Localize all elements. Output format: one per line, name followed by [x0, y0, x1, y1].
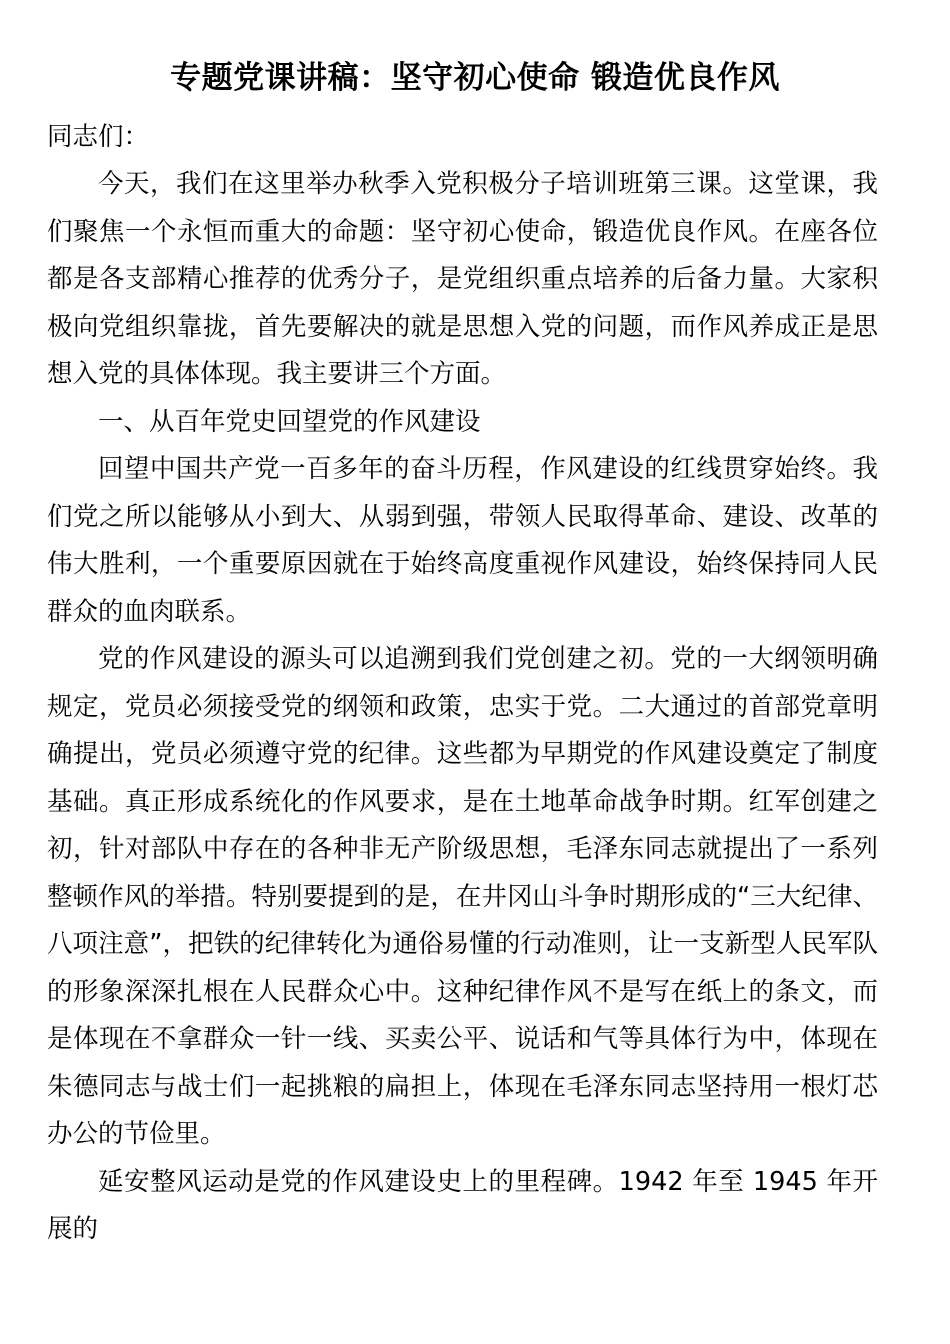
paragraph-intro: 今天，我们在这里举办秋季入党积极分子培训班第三课。这堂课，我们聚焦一个永恒而重大的命题：坚守初心使命，锻造优良作风。在座各位都是各支部精心推荐的优秀分子，是党组织重点培养的后备力量。大家积极向党组织靠拢，首先要解决的就是思想入党的问题，而作风养成正是思想入党的具体体现。我主要讲三个方面。 [47, 169, 878, 390]
page-title: 专题党课讲稿：坚守初心使命 锻造优良作风 [170, 60, 780, 96]
paragraph-section-1-1: 回望中国共产党一百多年的奋斗历程，作风建设的红线贯穿始终。我们党之所以能够从小到大、从弱到强，带领人民取得革命、建设、改革的伟大胜利，一个重要原因就在于始终高度重视作风建设，始终保持同人民群众的血肉联系。 [47, 454, 878, 627]
paragraph-section-1-3: 延安整风运动是党的作风建设史上的里程碑。1942 年至 1945 年开展的 [47, 1166, 878, 1245]
salutation: 同志们： [47, 121, 150, 152]
section-heading-1: 一、从百年党史回望党的作风建设 [98, 406, 481, 437]
paragraph-section-1-2: 党的作风建设的源头可以追溯到我们党创建之初。党的一大纲领明确规定，党员必须接受党的纲领和政策，忠实于党。二大通过的首部党章明确提出，党员必须遵守党的纪律。这些都为早期党的作风建设奠定了制度基础。真正形成系统化的作风要求，是在土地革命战争时期。红军创建之初，针对部队中存在的各种非无产阶级思想，毛泽东同志就提出了一系列整顿作风的举措。特别要提到的是，在井冈山斗争时期形成的“三大纪律、八项注意”，把铁的纪律转化为通俗易懂的行动准则，让一支新型人民军队的形象深深扎根在人民群众心中。这种纪律作风不是写在纸上的条文，而是体现在不拿群众一针一线、买卖公平、说话和气等具体行为中，体现在朱德同志与战士们一起挑粮的扁担上，体现在毛泽东同志坚持用一根灯芯办公的节俭里。 [47, 644, 878, 1150]
document-body [0, 114, 950, 1254]
